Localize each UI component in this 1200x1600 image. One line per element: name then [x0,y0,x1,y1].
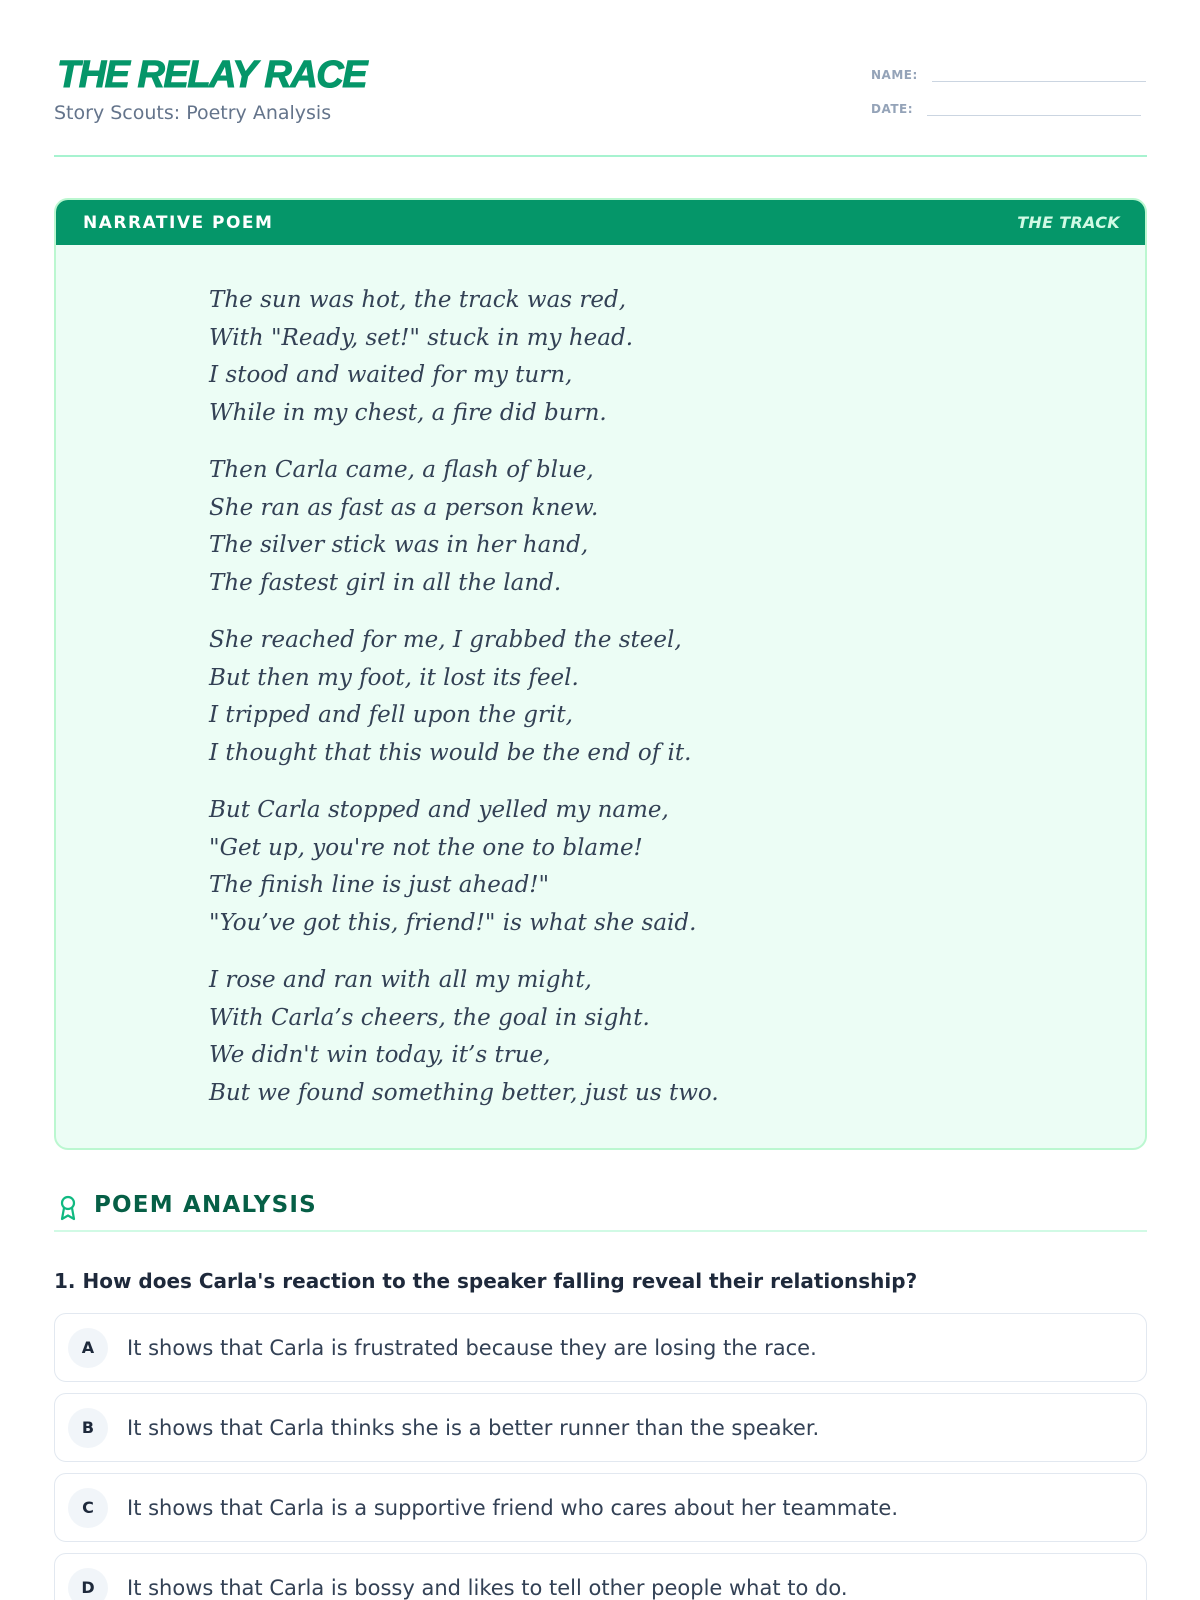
option-text: It shows that Carla thinks she is a better runner than the speaker. [127,1415,820,1440]
stanza [209,962,719,1112]
name-field[interactable] [871,66,1146,82]
date-label: DATE: [871,102,913,116]
stanza [209,282,719,432]
poem-line: I tripped and fell upon the grit, [209,702,573,728]
poem-line: The sun was hot, the track was red, [209,287,627,313]
option-text: It shows that Carla is bossy and likes to tell other people what to do. [127,1575,848,1600]
poem-line: "Get up, you're not the one to blame! [209,834,643,861]
stanza [209,792,719,942]
page-subtitle: Story Scouts: Poetry Analysis [54,102,332,124]
ribbon-icon [57,1195,79,1221]
poem-body [209,282,719,1132]
option-text: It shows that Carla is a supportive friend who cares about her teammate. [127,1495,899,1520]
poem-line: But we found something better, just us two. [209,1079,719,1106]
name-input-line[interactable] [932,66,1146,82]
answer-option-c[interactable] [54,1473,1147,1542]
answer-option-a[interactable] [54,1313,1147,1382]
poem-line: The silver stick was in her hand, [209,532,589,558]
poem-header-bar [56,200,1145,245]
poem-card [54,198,1147,1150]
page-title: THE RELAY RACE [57,54,367,96]
poem-line: "You’ve got this, friend!" is what she said. [209,909,697,936]
poem-line: She reached for me, I grabbed the steel, [209,627,682,653]
poem-line: I rose and ran with all my might, [209,967,592,993]
analysis-title: POEM ANALYSIS [94,1192,317,1218]
worksheet-header [54,0,1147,157]
poem-line: But then my foot, it lost its feel. [209,664,579,691]
poem-line: But Carla stopped and yelled my name, [209,797,669,823]
analysis-section-header [54,1192,1147,1232]
poem-line: While in my chest, a fire did burn. [209,399,607,426]
question-text: 1. How does Carla's reaction to the speaker falling reveal their relationship? [54,1269,918,1293]
worksheet-page [54,0,1147,1600]
stanza [209,452,719,602]
poem-line: With "Ready, set!" stuck in my head. [209,324,634,351]
option-letter: B [68,1408,108,1448]
stanza [209,622,719,772]
option-letter: D [68,1568,108,1600]
poem-line: She ran as fast as a person knew. [209,494,599,521]
poem-line: We didn't win today, it’s true, [209,1042,551,1068]
poem-line: The finish line is just ahead!" [209,872,550,898]
answer-option-b[interactable] [54,1393,1147,1462]
poem-line: The fastest girl in all the land. [209,569,562,596]
option-text: It shows that Carla is frustrated because they are losing the race. [127,1335,817,1360]
poem-line: I stood and waited for my turn, [209,362,573,388]
poem-line: With Carla’s cheers, the goal in sight. [209,1004,650,1031]
date-input-line[interactable] [927,100,1141,116]
poem-setting-label: THE TRACK [1017,213,1120,232]
name-label: NAME: [871,68,918,82]
poem-line: I thought that this would be the end of it. [209,739,692,766]
poem-type-label: NARRATIVE POEM [83,212,274,233]
option-letter: C [68,1488,108,1528]
poem-line: Then Carla came, a flash of blue, [209,457,594,483]
date-field[interactable] [871,100,1141,116]
option-letter: A [68,1328,108,1368]
answer-option-d[interactable] [54,1553,1147,1600]
